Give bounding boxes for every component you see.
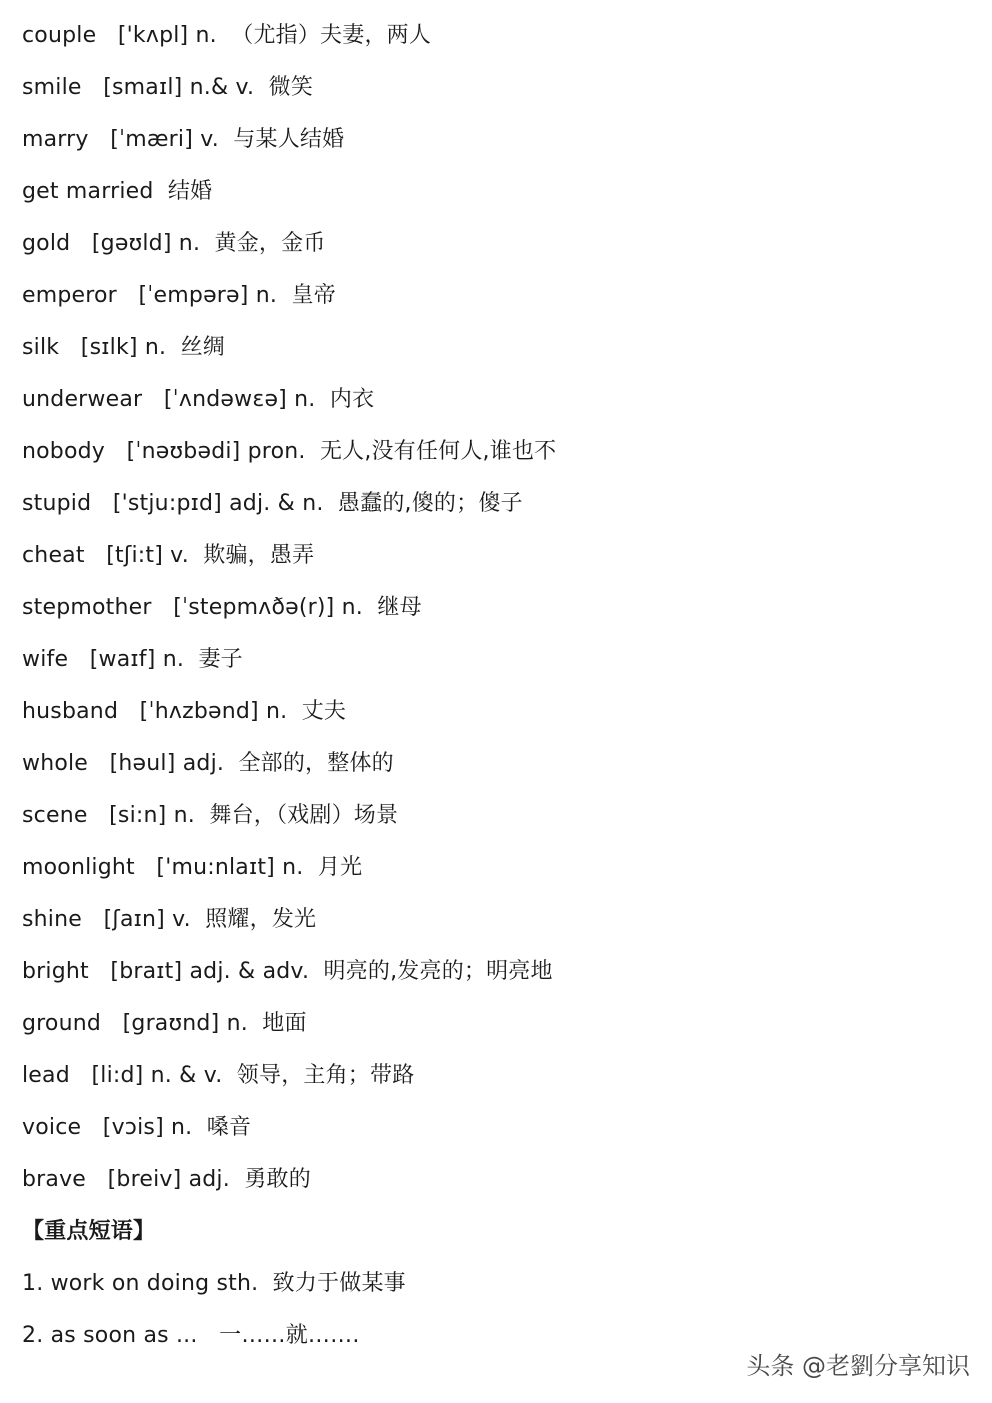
phrase-item: 2. as soon as ... 一……就……. <box>22 1323 360 1348</box>
vocab-entry-moonlight: moonlight ['mu:nlaɪt] n. 月光 <box>22 855 363 880</box>
phrase-item: 1. work on doing sth. 致力于做某事 <box>22 1271 406 1296</box>
vocab-entry-emperor: emperor [ˈempərə] n. 皇帝 <box>22 283 336 308</box>
vocab-entry-get-married: get married 结婚 <box>22 179 213 204</box>
vocab-entry-silk: silk [sɪlk] n. 丝绸 <box>22 335 225 360</box>
vocab-entry-scene: scene [si:n] n. 舞台，（戏剧）场景 <box>22 803 399 828</box>
vocab-entry-stepmother: stepmother [ˈstepmʌðə(r)] n. 继母 <box>22 595 422 620</box>
watermark: 头条 @老劉分享知识 <box>746 1352 970 1380</box>
vocabulary-document <box>22 14 962 1366</box>
vocab-entry-marry: marry [ˈmæri] v. 与某人结婚 <box>22 127 345 152</box>
vocab-entry-cheat: cheat [tʃi:t] v. 欺骗，愚弄 <box>22 543 315 568</box>
vocab-entry-whole: whole [həul] adj. 全部的，整体的 <box>22 751 394 776</box>
vocab-entry-nobody: nobody [ˈnəʊbədi] pron. 无人,没有任何人,谁也不 <box>22 439 557 464</box>
vocab-entry-shine: shine [ʃaɪn] v. 照耀，发光 <box>22 907 317 932</box>
phrases-heading: 【重点短语】 <box>22 1219 156 1244</box>
vocab-entry-voice: voice [vɔis] n. 嗓音 <box>22 1115 252 1140</box>
vocab-entry-gold: gold [gəʊld] n. 黄金，金币 <box>22 231 326 256</box>
vocab-entry-stupid: stupid ['stju:pɪd] adj. & n. 愚蠢的,傻的；傻子 <box>22 491 523 516</box>
vocab-entry-ground: ground [graʊnd] n. 地面 <box>22 1011 307 1036</box>
vocab-entry-wife: wife [waɪf] n. 妻子 <box>22 647 243 672</box>
vocab-entry-smile: smile [smaɪl] n.& v. 微笑 <box>22 75 314 100</box>
vocab-entry-bright: bright [braɪt] adj. & adv. 明亮的,发亮的；明亮地 <box>22 959 553 984</box>
vocab-entry-husband: husband [ˈhʌzbənd] n. 丈夫 <box>22 699 347 724</box>
vocab-entry-brave: brave [breiv] adj. 勇敢的 <box>22 1167 311 1192</box>
vocab-entry-underwear: underwear [ˈʌndəwɛə] n. 内衣 <box>22 387 375 412</box>
vocab-entry-couple: couple ['kʌpl] n. （尤指）夫妻，两人 <box>22 23 432 48</box>
vocab-entry-lead: lead [li:d] n. & v. 领导，主角；带路 <box>22 1063 415 1088</box>
